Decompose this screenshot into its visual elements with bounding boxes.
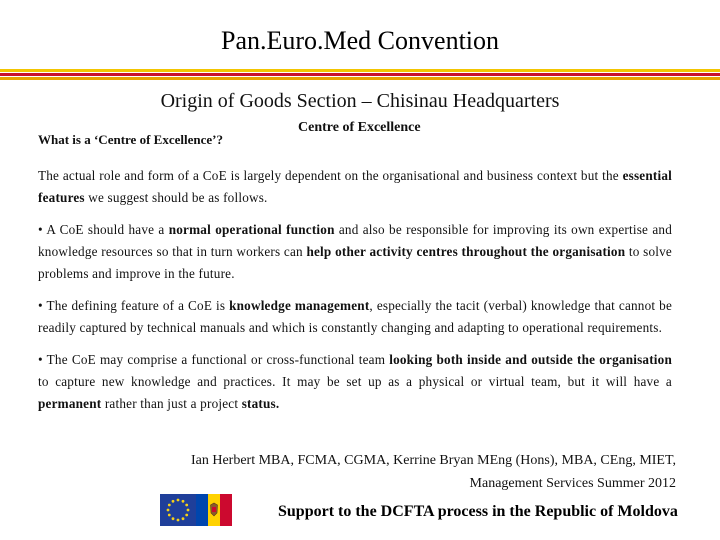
slide-title: Pan.Euro.Med Convention: [220, 26, 500, 55]
author-publication: Management Services Summer 2012: [469, 476, 676, 491]
author-names: Ian Herbert MBA, FCMA, CGMA, Kerrine Bryan MEng (Hons), MBA, CEng, MIET,: [190, 453, 676, 468]
text-run: , especially the tacit (verbal) knowledge that cannot be readily captured by technical manuals and which is constantly changing and adapting to operational requirements.: [38, 298, 673, 335]
text-run: • The defining feature of a CoE is: [38, 298, 230, 313]
paragraph: [38, 219, 672, 285]
stripe-yellow: [0, 69, 720, 72]
stripe-red: [0, 73, 720, 76]
text-run: and also be responsible for improving its own expertise and knowledge resources so that in turn workers can: [38, 222, 672, 259]
stripe-gold: [0, 77, 720, 80]
bold-text-run: essential features: [38, 168, 672, 205]
text-run: rather than just a project: [101, 396, 242, 411]
flags-logo: [160, 494, 232, 526]
text-run: we suggest should be as follows.: [84, 190, 268, 205]
text-run: to capture new knowledge and practices. It may be set up as a physical or virtual team, but it will have a: [38, 374, 672, 389]
header-stripes: [0, 69, 720, 81]
paragraph: [38, 295, 672, 339]
paragraph: [38, 165, 672, 209]
slide-subtitle: Origin of Goods Section – Chisinau Headquarters: [160, 90, 560, 112]
bold-text-run: knowledge management: [229, 298, 370, 313]
text-run: • A CoE should have a: [38, 222, 169, 237]
bold-text-run: normal operational function: [168, 222, 335, 237]
eu-flag-icon: [160, 494, 196, 526]
paragraph: [38, 349, 672, 415]
text-run: to solve problems and improve in the future.: [38, 244, 672, 281]
body-text: [38, 165, 672, 425]
bold-text-run: looking both inside and outside the organisation: [389, 352, 672, 367]
question-heading: What is a ‘Centre of Excellence’?: [38, 132, 223, 147]
text-run: The actual role and form of a CoE is largely dependent on the organisational and business context but the: [38, 168, 623, 183]
footer-text: Support to the DCFTA process in the Republic of Moldova: [278, 503, 678, 520]
section-heading: Centre of Excellence: [298, 120, 421, 135]
bold-text-run: help other activity centres throughout the organisation: [306, 244, 626, 259]
bold-text-run: status.: [241, 396, 280, 411]
bold-text-run: permanent: [38, 396, 102, 411]
moldova-flag-icon: [196, 494, 232, 526]
author-credit: [76, 449, 676, 495]
text-run: • The CoE may comprise a functional or cross-functional team: [38, 352, 390, 367]
